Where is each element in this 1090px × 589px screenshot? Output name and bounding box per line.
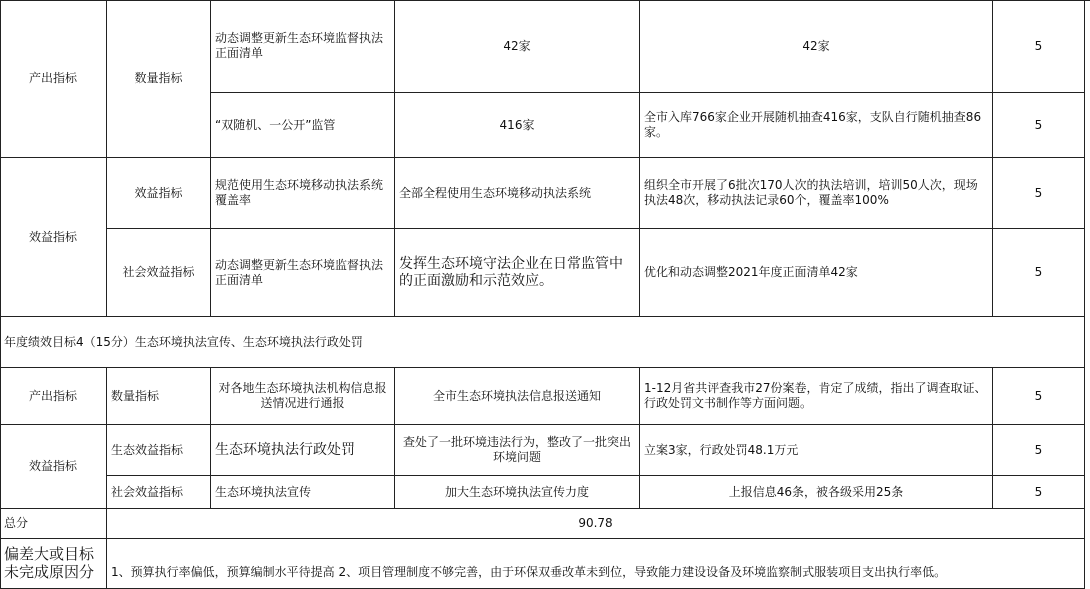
s2-row2-item: 生态环境执法行政处罚	[211, 425, 395, 476]
row3-item: 规范使用生态环境移动执法系统覆盖率	[211, 158, 395, 229]
s2-row2-target: 查处了一批环境违法行为，整改了一批突出环境问题	[395, 425, 640, 476]
row3-score: 5	[993, 158, 1085, 229]
goal4-title: 年度绩效目标4（15分）生态环境执法宣传、生态环境执法行政处罚	[0, 317, 1085, 368]
s2-row1-target: 全市生态环境执法信息报送通知	[395, 368, 640, 425]
row4-sub: 社会效益指标	[107, 229, 211, 317]
quantity-indicator-cell: 数量指标	[107, 0, 211, 158]
output-indicator-cell: 产出指标	[0, 0, 107, 158]
s2-row3-actual: 上报信息46条，被各级采用25条	[640, 476, 993, 509]
s2-row2-sub: 生态效益指标	[107, 425, 211, 476]
s2-row2-score: 5	[993, 425, 1085, 476]
row2-actual: 全市入库766家企业开展随机抽查416家，支队自行随机抽查86家。	[640, 93, 993, 158]
deviation-text: 1、预算执行率偏低，预算编制水平待提高 2、项目管理制度不够完善，由于环保双垂改革未到位，导致能力建设设备及环境监察制式服装项目支出执行率低。	[107, 539, 1085, 589]
row2-item: “双随机、一公开”监管	[211, 93, 395, 158]
s2-quantity-indicator: 数量指标	[107, 368, 211, 425]
total-value: 90.78	[107, 509, 1085, 539]
row2-score: 5	[993, 93, 1085, 158]
s2-row1-actual: 1-12月省共评查我市27份案卷，肯定了成绩，指出了调查取证、行政处罚文书制作等方面问题。	[640, 368, 993, 425]
s2-row2-actual: 立案3家，行政处罚48.1万元	[640, 425, 993, 476]
row2-target: 416家	[395, 93, 640, 158]
row4-actual: 优化和动态调整2021年度正面清单42家	[640, 229, 993, 317]
row1-score: 5	[993, 0, 1085, 93]
s2-row3-sub: 社会效益指标	[107, 476, 211, 509]
s2-benefit-indicator: 效益指标	[0, 425, 107, 509]
total-label: 总分	[0, 509, 107, 539]
row4-score: 5	[993, 229, 1085, 317]
row4-target: 发挥生态环境守法企业在日常监管中的正面激励和示范效应。	[395, 229, 640, 317]
row3-actual: 组织全市开展了6批次170人次的执法培训，培训50人次，现场执法48次，移动执法记录60个，覆盖率100%	[640, 158, 993, 229]
s2-row3-target: 加大生态环境执法宣传力度	[395, 476, 640, 509]
s2-row1-item: 对各地生态环境执法机构信息报送情况进行通报	[211, 368, 395, 425]
row1-actual: 42家	[640, 0, 993, 93]
s2-row3-score: 5	[993, 476, 1085, 509]
s2-row3-item: 生态环境执法宣传	[211, 476, 395, 509]
row1-target: 42家	[395, 0, 640, 93]
row3-sub: 效益指标	[107, 158, 211, 229]
row3-target: 全部全程使用生态环境移动执法系统	[395, 158, 640, 229]
deviation-label: 偏差大或目标未完成原因分	[0, 539, 107, 589]
s2-row1-score: 5	[993, 368, 1085, 425]
row4-item: 动态调整更新生态环境监督执法正面清单	[211, 229, 395, 317]
benefit-indicator-cell: 效益指标	[0, 158, 107, 317]
s2-output-indicator: 产出指标	[0, 368, 107, 425]
row1-item: 动态调整更新生态环境监督执法正面清单	[211, 0, 395, 93]
